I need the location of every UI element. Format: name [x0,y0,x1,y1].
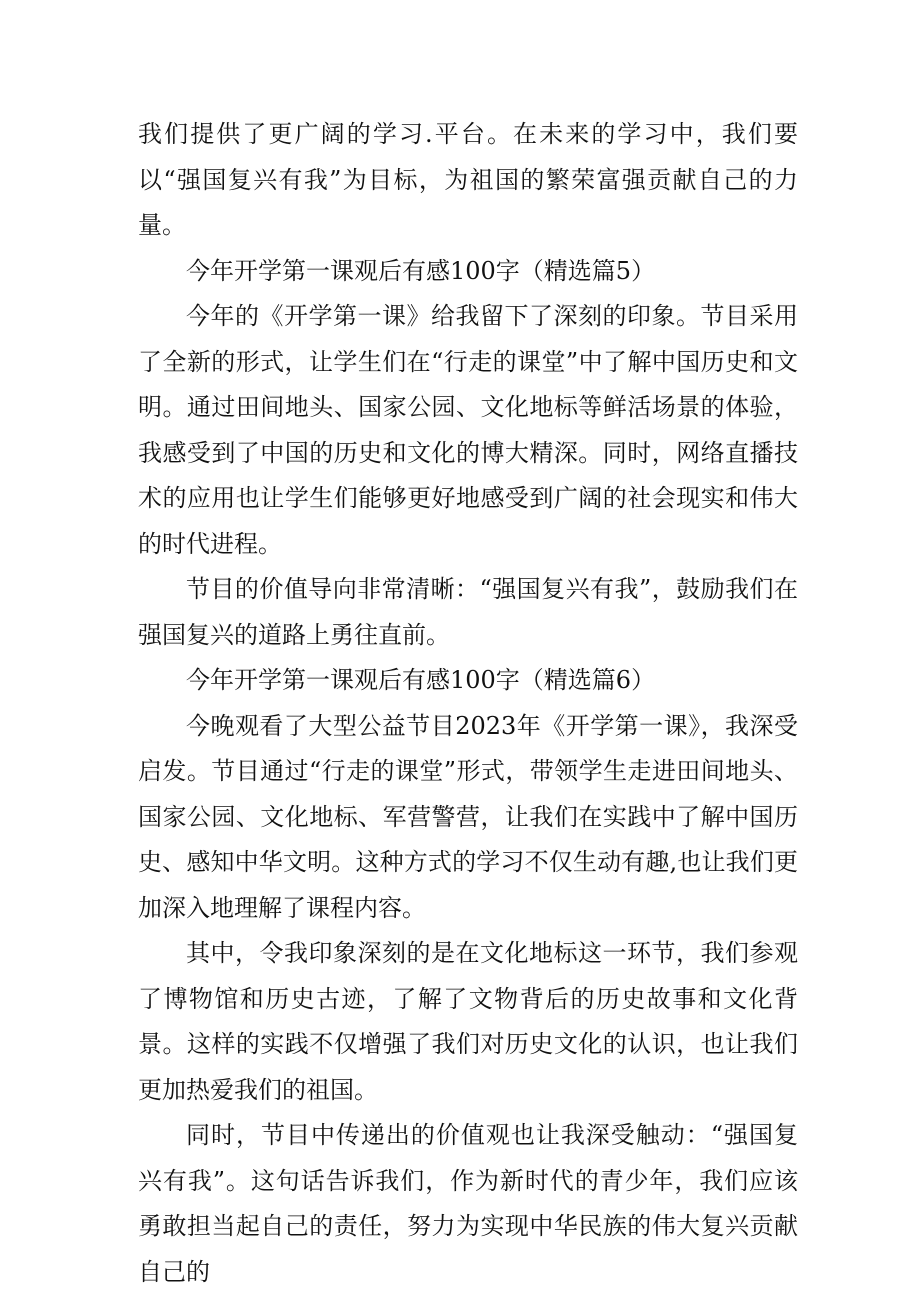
paragraph: 其中，令我印象深刻的是在文化地标这一环节，我们参观了博物馆和历史古迹，了解了文物背后的历史故事和文化背景。这样的实践不仅增强了我们对历史文化的认识，也让我们更加热爱我们的祖国。 [138,939,798,1104]
section-heading-6: 今年开学第一课观后有感100字（精选篇6） [186,666,656,694]
paragraph: 同时，节目中传递出的价值观也让我深受触动：“强国复兴有我”。这句话告诉我们，作为新时代的青少年，我们应该勇敢担当起自己的责任，努力为实现中华民族的伟大复兴贡献自己的 [138,1121,798,1286]
paragraph: 今年的《开学第一课》给我留下了深刻的印象。节目采用了全新的形式，让学生们在“行走的课堂”中了解中国历史和文明。通过田间地头、国家公园、文化地标等鲜活场景的体验，我感受到了中国的历史和文化的博大精深。同时，网络直播技术的应用也让学生们能够更好地感受到广阔的社会现实和伟大的时代进程。 [138,302,798,558]
document-body [138,112,798,1295]
paragraph-continued: 我们提供了更广阔的学习.平台。在未来的学习中，我们要以“强国复兴有我”为目标，为祖国的繁荣富强贡献自己的力量。 [138,120,798,239]
paragraph: 节目的价值导向非常清晰：“强国复兴有我”，鼓励我们在强国复兴的道路上勇往直前。 [138,575,798,649]
section-heading-5: 今年开学第一课观后有感100字（精选篇5） [186,256,656,285]
paragraph: 今晚观看了大型公益节目2023年《开学第一课》，我深受启发。节目通过“行走的课堂”形式，带领学生走进田间地头、国家公园、文化地标、军营警营，让我们在实践中了解中国历史、感知中华文明。这种方式的学习不仅生动有趣,也让我们更加深入地理解了课程内容。 [138,711,798,922]
